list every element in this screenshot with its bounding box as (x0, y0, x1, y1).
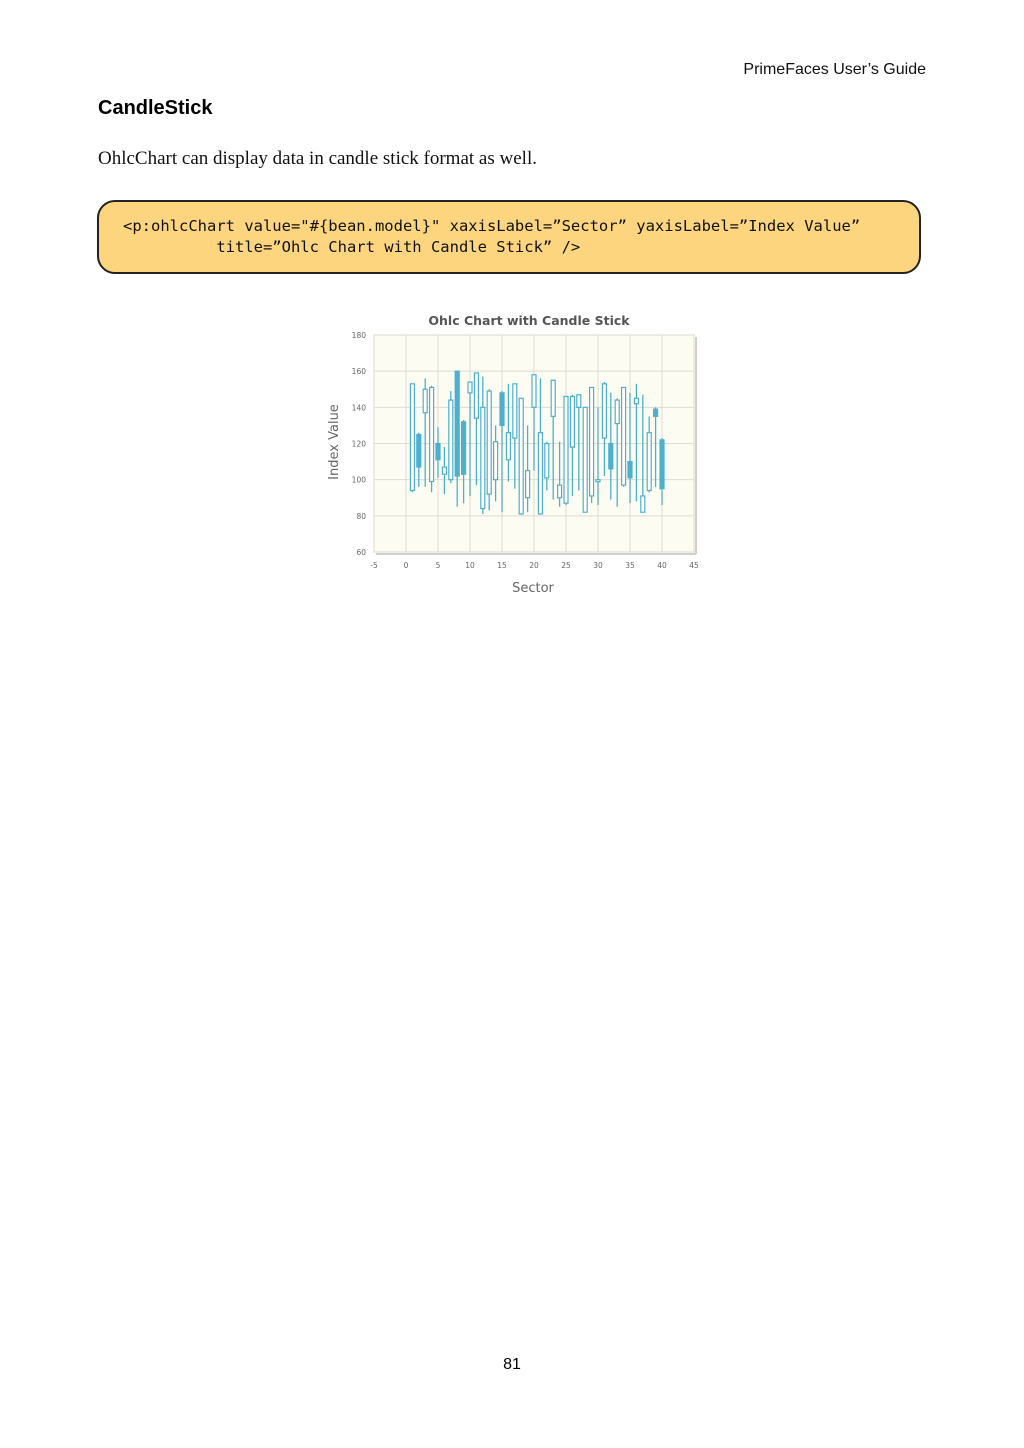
candle (449, 391, 453, 483)
candle-body (430, 387, 434, 481)
y-tick-label: 180 (351, 331, 366, 340)
chart-canvas (322, 306, 706, 602)
candle (583, 407, 587, 512)
x-tick-label: 15 (497, 561, 507, 570)
candle-body (654, 409, 658, 416)
candle (564, 396, 568, 505)
y-axis-ticks (352, 331, 367, 557)
candle-body (622, 387, 626, 485)
x-tick-label: 20 (529, 561, 539, 570)
candle (519, 398, 523, 514)
candle-body (513, 384, 517, 438)
page-number: 81 (503, 1356, 521, 1373)
y-tick-label: 160 (351, 367, 366, 377)
code-line-1: <p:ohlcChart value="#{bean.model}" xaxisLabel=”Sector” yaxisLabel=”Index Value” (123, 217, 861, 235)
candle-body (519, 398, 523, 514)
candle-body (500, 393, 504, 426)
candle-body (634, 398, 638, 403)
x-axis-label: Sector (512, 581, 554, 596)
x-tick-label: 30 (593, 561, 603, 570)
candle-body (609, 444, 613, 469)
x-tick-label: 40 (657, 561, 667, 570)
candle-body (481, 407, 485, 508)
candle-body (468, 382, 472, 393)
candle-body (615, 400, 619, 424)
chart-title: Ohlc Chart with Candle Stick (428, 313, 630, 328)
x-tick-label: -5 (370, 561, 378, 570)
candle-body (590, 387, 594, 496)
candle-body (551, 380, 555, 416)
candle (590, 387, 594, 503)
candle-body (641, 496, 645, 512)
candle-body (455, 371, 459, 476)
candle-body (583, 407, 587, 512)
candle-body (436, 444, 440, 460)
candle-body (417, 434, 421, 467)
candle-body (660, 440, 664, 489)
candle-body (558, 485, 562, 498)
candle-body (423, 389, 427, 413)
candle-body (449, 400, 453, 480)
candle-body (506, 433, 510, 460)
candle-body (602, 384, 606, 438)
x-tick-label: 35 (625, 561, 635, 570)
candle-body (462, 422, 466, 474)
x-tick-label: 0 (403, 561, 409, 570)
candle-body (474, 373, 478, 418)
section-title: CandleStick (98, 97, 213, 119)
candle-body (570, 396, 574, 447)
y-tick-label: 100 (351, 475, 366, 485)
y-tick-label: 120 (351, 439, 366, 449)
x-tick-label: 45 (689, 561, 699, 570)
x-axis-ticks (370, 561, 699, 570)
candle (487, 389, 491, 510)
candle-body (545, 444, 549, 478)
candle (430, 386, 434, 493)
candle-body (442, 467, 446, 474)
y-tick-label: 80 (356, 511, 366, 521)
code-line-2: title=”Ohlc Chart with Candle Stick” /> (123, 238, 581, 256)
candle-body (487, 391, 491, 494)
x-tick-label: 25 (561, 561, 571, 570)
candle-body (538, 433, 542, 514)
candle (410, 384, 414, 493)
y-tick-label: 60 (356, 548, 366, 557)
ohlc-chart (322, 306, 706, 602)
x-tick-label: 10 (465, 561, 475, 570)
intro-paragraph: OhlcChart can display data in candle stick format as well. (98, 148, 537, 169)
code-block (97, 200, 921, 274)
candle-body (596, 480, 600, 482)
running-header: PrimeFaces User’s Guide (743, 61, 926, 78)
candle-body (526, 471, 530, 498)
y-axis-label: Index Value (327, 404, 342, 480)
candle (622, 387, 626, 486)
candle-body (577, 395, 581, 408)
y-tick-label: 140 (351, 403, 366, 413)
x-tick-label: 5 (435, 561, 441, 570)
candle-body (564, 396, 568, 503)
candle-body (410, 384, 414, 491)
candle-body (628, 462, 632, 478)
candle-body (532, 375, 536, 408)
candle-body (647, 433, 651, 491)
candle-body (494, 442, 498, 480)
